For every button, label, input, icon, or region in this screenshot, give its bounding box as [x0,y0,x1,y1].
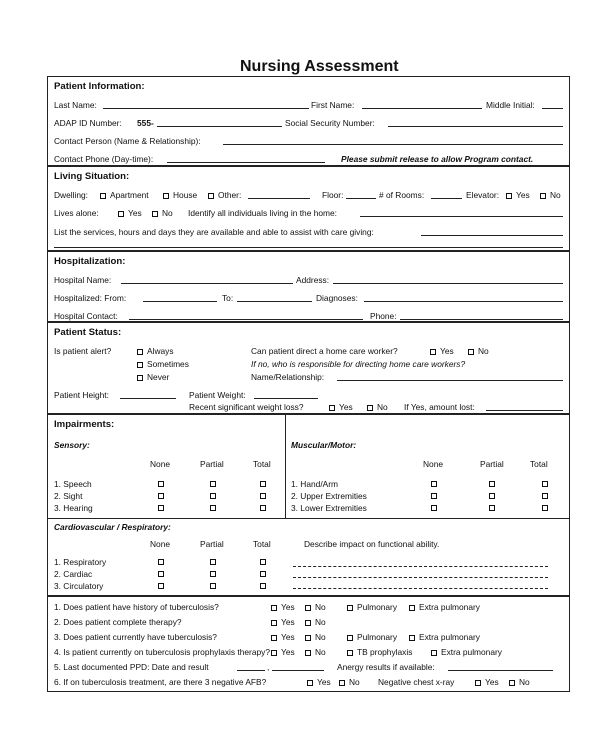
cardiac-none-checkbox[interactable] [158,571,164,577]
contact-person-label: Contact Person (Name & Relationship): [54,136,201,146]
q3-pulmonary-checkbox[interactable] [347,635,353,641]
tb-q3: 3. Does patient currently have tuberculosis? [54,632,217,642]
hospital-name-field[interactable] [121,283,293,284]
weight-label: Patient Weight: [189,390,246,400]
elevator-yes[interactable]: Yes [506,190,530,200]
elevator-yes-checkbox[interactable] [506,193,512,199]
middle-initial-field[interactable] [542,108,563,109]
describe-label: Describe impact on functional ability. [304,539,440,549]
diagnoses-field[interactable] [364,301,563,302]
sensory-none-header: None [150,459,171,469]
hosp-heading: Hospitalization: [54,256,126,267]
hospitalized-from-field[interactable] [143,301,217,302]
q3-extra-checkbox[interactable] [409,635,415,641]
muscular-none-header: None [423,459,444,469]
sensory-total-header: Total [253,459,271,469]
tb-q3-no[interactable]: No [305,632,326,642]
tb-q3-extra[interactable]: Extra pulmonary [409,632,480,642]
lives-alone-no[interactable]: No [152,208,173,218]
cardiac-total-checkbox[interactable] [260,571,266,577]
tb-q5: 5. Last documented PPD: Date and result [54,662,209,672]
tb-q4-no[interactable]: No [305,647,326,657]
q6-yes-checkbox[interactable] [307,680,313,686]
always-checkbox[interactable] [137,349,143,355]
to-field[interactable] [237,301,312,302]
services-field-2[interactable] [54,247,563,248]
identify-label: Identify all individuals living in the home: [188,208,337,218]
never-option[interactable]: Never [137,372,169,382]
sometimes-checkbox[interactable] [137,362,143,368]
adap-id-field[interactable] [157,126,282,127]
identify-field[interactable] [360,216,563,217]
rooms-label: # of Rooms: [379,190,425,200]
tb-q6-no[interactable]: No [339,677,360,687]
hand-total-checkbox[interactable] [542,481,548,487]
tb-q1-extra[interactable]: Extra pulmonary [409,602,480,612]
patient-info-heading: Patient Information: [54,81,145,92]
circ-partial-checkbox[interactable] [210,583,216,589]
cardiac-label: 2. Cardiac [54,569,93,579]
if-no-label: If no, who is responsible for directing home care workers? [251,359,466,369]
circ-total-checkbox[interactable] [260,583,266,589]
if-yes-label: If Yes, amount lost: [404,402,475,412]
tb-q6-chest-no[interactable]: No [509,677,530,687]
q4-no-checkbox[interactable] [305,650,311,656]
chest-no-checkbox[interactable] [509,680,515,686]
recent-loss-label: Recent significant weight loss? [189,402,304,412]
circulatory-label: 3. Circulatory [54,581,104,591]
hospitalized-from-label: Hospitalized: From: [54,293,127,303]
dwelling-label: Dwelling: [54,190,88,200]
resp-none-checkbox[interactable] [158,559,164,565]
tb-q4: 4. Is patient currently on tuberculosis prophylaxis therapy? [54,647,271,657]
sometimes-option[interactable]: Sometimes [137,359,189,369]
services-label: List the services, hours and days they are available and able to assist with care giving: [54,227,374,237]
q4-prophylaxis-checkbox[interactable] [347,650,353,656]
upper-partial-checkbox[interactable] [489,493,495,499]
tb-q4-yes[interactable]: Yes [271,647,295,657]
direct-no-checkbox[interactable] [468,349,474,355]
describe-field-3[interactable] [293,588,548,589]
impair-heading: Impairments: [54,419,115,430]
floor-field[interactable] [346,198,376,199]
cardio-total-header: Total [253,539,271,549]
sensory-partial-header: Partial [200,459,224,469]
lower-total-checkbox[interactable] [542,505,548,511]
muscular-partial-header: Partial [480,459,504,469]
name-rel-field[interactable] [337,380,563,381]
q3-yes-checkbox[interactable] [271,635,277,641]
hospital-contact-label: Hospital Contact: [54,311,118,321]
hearing-label: 3. Hearing [54,503,93,513]
cardio-divider [47,518,570,519]
contact-phone-label: Contact Phone (Day-time): [54,154,154,164]
cardiac-partial-checkbox[interactable] [210,571,216,577]
elevator-label: Elevator: [466,190,500,200]
page-title: Nursing Assessment [240,58,399,75]
speech-partial-checkbox[interactable] [210,481,216,487]
q2-no-checkbox[interactable] [305,620,311,626]
lives-alone-yes-checkbox[interactable] [118,211,124,217]
sensory-label: Sensory: [54,440,90,450]
tb-q4-prophylaxis[interactable]: TB prophylaxis [347,647,412,657]
status-heading: Patient Status: [54,327,122,338]
lower-none-checkbox[interactable] [431,505,437,511]
q1-no-checkbox[interactable] [305,605,311,611]
hospitalization-section [47,251,570,322]
middle-initial-label: Middle Initial: [486,100,535,110]
upper-total-checkbox[interactable] [542,493,548,499]
loss-yes-checkbox[interactable] [329,405,335,411]
q1-pulmonary-checkbox[interactable] [347,605,353,611]
upper-none-checkbox[interactable] [431,493,437,499]
tb-q6: 6. If on tuberculosis treatment, are there 3 negative AFB? [54,677,267,687]
adap-id-prefix: 555- [137,118,154,128]
describe-field-2[interactable] [293,577,548,578]
direct-yes-checkbox[interactable] [430,349,436,355]
loss-yes[interactable]: Yes [329,402,353,412]
other-field[interactable] [248,198,310,199]
house-checkbox[interactable] [163,193,169,199]
sight-none-checkbox[interactable] [158,493,164,499]
amount-lost-field[interactable] [486,410,563,411]
cardio-none-header: None [150,539,171,549]
tb-q3-yes[interactable]: Yes [271,632,295,642]
direct-no[interactable]: No [468,346,489,356]
height-field[interactable] [120,398,176,399]
resp-total-checkbox[interactable] [260,559,266,565]
lower-label: 3. Lower Extremities [291,503,367,513]
ssn-field[interactable] [388,126,563,127]
cardio-label: Cardiovascular / Respiratory: [54,522,171,532]
to-label: To: [222,293,234,303]
services-field-1[interactable] [421,235,563,236]
cardio-partial-header: Partial [200,539,224,549]
height-label: Patient Height: [54,390,109,400]
tb-q1-pulmonary[interactable]: Pulmonary [347,602,397,612]
apartment-option[interactable]: Apartment [100,190,149,200]
hearing-none-checkbox[interactable] [158,505,164,511]
living-heading: Living Situation: [54,171,130,182]
tb-q6-chest-yes[interactable]: Yes [475,677,499,687]
ssn-label: Social Security Number: [285,118,375,128]
lives-alone-label: Lives alone: [54,208,99,218]
chest-xray-label: Negative chest x-ray [378,677,455,687]
hospital-phone-field[interactable] [400,319,563,320]
sight-partial-checkbox[interactable] [210,493,216,499]
tb-q1: 1. Does patient have history of tuberculosis? [54,602,219,612]
floor-label: Floor: [322,190,344,200]
always-option[interactable]: Always [137,346,174,356]
anergy-field[interactable] [448,670,553,671]
direct-yes[interactable]: Yes [430,346,454,356]
resp-partial-checkbox[interactable] [210,559,216,565]
last-name-field[interactable] [103,108,309,109]
speech-total-checkbox[interactable] [260,481,266,487]
speech-label: 1. Speech [54,479,92,489]
muscular-total-header: Total [530,459,548,469]
name-rel-label: Name/Relationship: [251,372,325,382]
anergy-label: Anergy results if available: [337,662,435,672]
q4-extra-checkbox[interactable] [431,650,437,656]
hospital-name-label: Hospital Name: [54,275,112,285]
tb-q1-yes[interactable]: Yes [271,602,295,612]
alert-label: Is patient alert? [54,346,112,356]
first-name-label: First Name: [311,100,355,110]
tb-q3-pulmonary[interactable]: Pulmonary [347,632,397,642]
hearing-partial-checkbox[interactable] [210,505,216,511]
describe-field-1[interactable] [293,566,548,567]
lives-alone-no-checkbox[interactable] [152,211,158,217]
last-name-label: Last Name: [54,100,97,110]
hand-partial-checkbox[interactable] [489,481,495,487]
address-field[interactable] [333,283,563,284]
hand-none-checkbox[interactable] [431,481,437,487]
first-name-field[interactable] [362,108,482,109]
lives-alone-yes[interactable]: Yes [118,208,142,218]
sight-label: 2. Sight [54,491,83,501]
q2-yes-checkbox[interactable] [271,620,277,626]
sensory-muscular-divider [285,414,286,518]
q1-extra-checkbox[interactable] [409,605,415,611]
hand-label: 1. Hand/Arm [291,479,339,489]
contact-phone-field[interactable] [167,162,325,163]
q3-no-checkbox[interactable] [305,635,311,641]
ppd-date-field[interactable] [237,670,265,671]
elevator-no-checkbox[interactable] [540,193,546,199]
tb-q1-no[interactable]: No [305,602,326,612]
weight-field[interactable] [254,398,318,399]
hospital-phone-label: Phone: [370,311,397,321]
hospital-contact-field[interactable] [129,319,363,320]
chest-yes-checkbox[interactable] [475,680,481,686]
adap-id-label: ADAP ID Number: [54,118,122,128]
never-checkbox[interactable] [137,375,143,381]
tb-q2-no[interactable]: No [305,617,326,627]
q4-yes-checkbox[interactable] [271,650,277,656]
rooms-field[interactable] [431,198,462,199]
speech-none-checkbox[interactable] [158,481,164,487]
respiratory-label: 1. Respiratory [54,557,107,567]
ppd-result-field[interactable] [272,670,324,671]
circ-none-checkbox[interactable] [158,583,164,589]
tb-q2-yes[interactable]: Yes [271,617,295,627]
tb-q6-yes[interactable]: Yes [307,677,331,687]
elevator-no[interactable]: No [540,190,561,200]
release-note: Please submit release to allow Program contact. [341,154,534,164]
tb-q4-extra[interactable]: Extra pulmonary [431,647,502,657]
house-option[interactable]: House [163,190,197,200]
tb-q2: 2. Does patient complete therapy? [54,617,182,627]
direct-label: Can patient direct a home care worker? [251,346,398,356]
loss-no-checkbox[interactable] [367,405,373,411]
contact-person-field[interactable] [223,144,563,145]
other-option[interactable]: Other: [208,190,241,200]
diagnoses-label: Diagnoses: [316,293,358,303]
muscular-label: Muscular/Motor: [291,440,357,450]
sight-total-checkbox[interactable] [260,493,266,499]
apartment-checkbox[interactable] [100,193,106,199]
q6-no-checkbox[interactable] [339,680,345,686]
lower-partial-checkbox[interactable] [489,505,495,511]
other-checkbox[interactable] [208,193,214,199]
upper-label: 2. Upper Extremities [291,491,367,501]
address-label: Address: [296,275,330,285]
hearing-total-checkbox[interactable] [260,505,266,511]
tb-q5-sep: , [267,662,270,672]
loss-no[interactable]: No [367,402,388,412]
q1-yes-checkbox[interactable] [271,605,277,611]
